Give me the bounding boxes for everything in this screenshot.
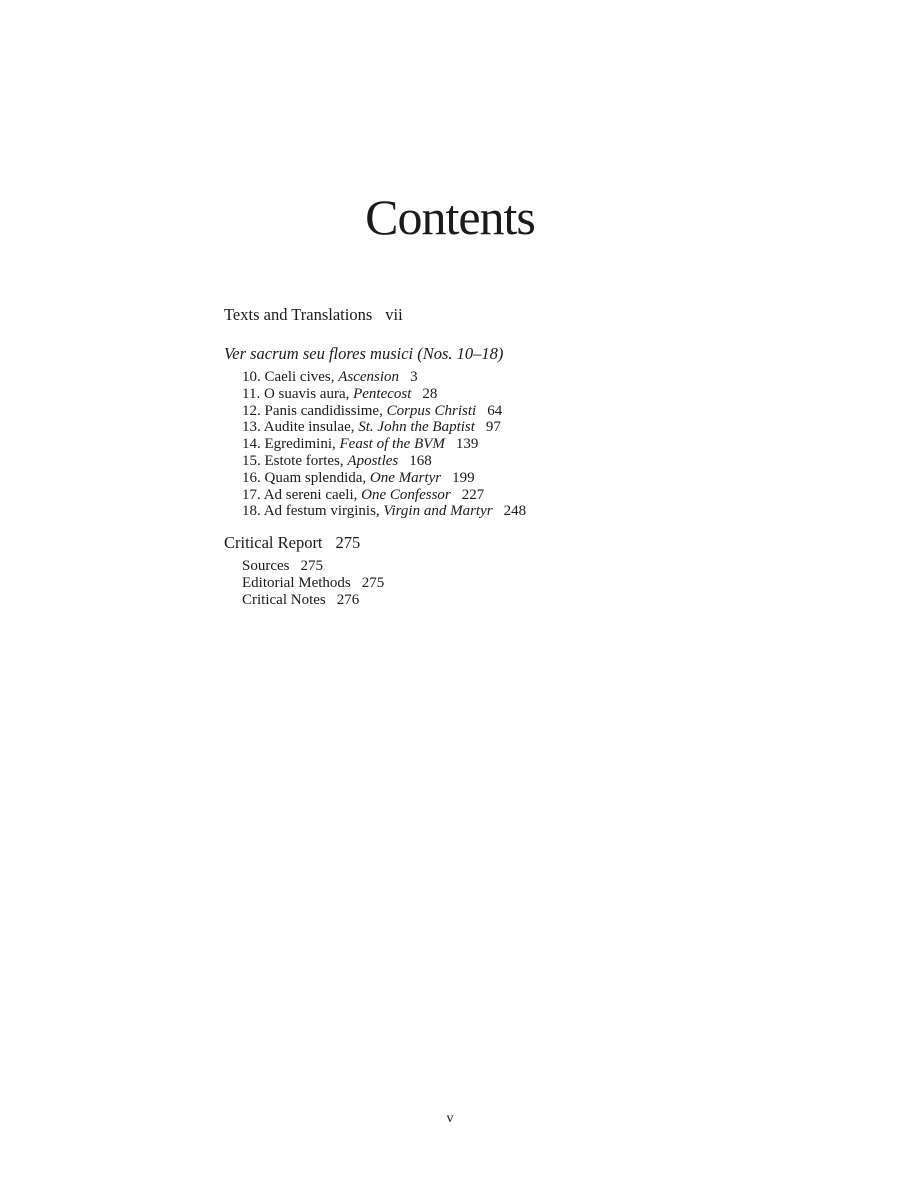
- critical-report-subitem-list: [242, 558, 384, 608]
- item-title: Caeli cives,: [264, 369, 335, 385]
- toc-item: [242, 487, 526, 504]
- item-number: 18.: [242, 503, 261, 520]
- item-subtitle: Virgin and Martyr: [383, 503, 493, 520]
- item-title: Ad sereni caeli,: [263, 486, 358, 503]
- toc-item: [242, 369, 526, 386]
- item-title: Estote fortes,: [264, 452, 344, 469]
- toc-item: [242, 403, 526, 420]
- toc-item: [242, 503, 526, 520]
- item-page-number: 199: [452, 469, 475, 486]
- toc-subitem: [242, 592, 384, 609]
- item-page-number: 64: [487, 402, 503, 419]
- toc-subitem: [242, 558, 384, 575]
- subitem-page-number: 276: [336, 591, 360, 608]
- entry-page-number: vii: [385, 305, 403, 324]
- toc-item-list: [242, 369, 526, 520]
- item-title: Egredimini,: [264, 436, 336, 453]
- item-subtitle: One Martyr: [369, 469, 442, 486]
- item-subtitle: One Confessor: [361, 486, 451, 503]
- toc-item: [242, 436, 526, 453]
- subitem-page-number: 275: [361, 574, 385, 591]
- toc-item: [242, 453, 526, 470]
- toc-item: [242, 470, 526, 487]
- item-number: 14.: [242, 436, 261, 453]
- toc-subitem: [242, 575, 384, 592]
- entry-label: Texts and Translations: [224, 305, 373, 324]
- item-page-number: 28: [422, 385, 438, 402]
- item-subtitle: Pentecost: [353, 385, 412, 402]
- item-number: 16.: [242, 469, 261, 486]
- subitem-label: Sources: [242, 558, 290, 574]
- item-subtitle: Ascension: [338, 369, 400, 385]
- page-title: Contents: [365, 189, 535, 245]
- item-page-number: 248: [503, 503, 527, 520]
- subitem-page-number: 275: [300, 558, 323, 574]
- item-title: Quam splendida,: [264, 469, 367, 486]
- subitem-label: Critical Notes: [242, 591, 326, 608]
- entry-page-number: 275: [335, 533, 361, 552]
- subitem-label: Editorial Methods: [242, 574, 351, 591]
- item-page-number: 97: [485, 419, 501, 436]
- item-page-number: 3: [410, 369, 418, 385]
- item-number: 10.: [242, 369, 261, 385]
- folio-page-number: v: [446, 1111, 454, 1126]
- item-title: Ad festum virginis,: [263, 503, 380, 520]
- item-number: 17.: [242, 486, 261, 503]
- toc-item: [242, 386, 526, 403]
- toc-entry-texts-and-translations: [224, 306, 403, 324]
- group-heading-ver-sacrum: Ver sacrum seu flores musici (Nos. 10–18): [224, 344, 504, 363]
- item-subtitle: St. John the Baptist: [358, 419, 475, 436]
- item-page-number: 227: [461, 486, 485, 503]
- item-number: 11.: [242, 385, 261, 402]
- item-title: Panis candidissime,: [264, 402, 383, 419]
- item-title: Audite insulae,: [263, 419, 355, 436]
- entry-label: Critical Report: [224, 533, 323, 552]
- item-subtitle: Apostles: [347, 452, 399, 469]
- item-number: 15.: [242, 452, 261, 469]
- item-subtitle: Corpus Christi: [386, 402, 477, 419]
- item-number: 13.: [242, 419, 261, 436]
- item-page-number: 168: [409, 452, 432, 469]
- item-number: 12.: [242, 402, 261, 419]
- toc-entry-critical-report: [224, 534, 360, 552]
- toc-item: [242, 419, 526, 436]
- item-subtitle: Feast of the BVM: [339, 436, 445, 453]
- item-title: O suavis aura,: [263, 385, 350, 402]
- item-page-number: 139: [455, 436, 479, 453]
